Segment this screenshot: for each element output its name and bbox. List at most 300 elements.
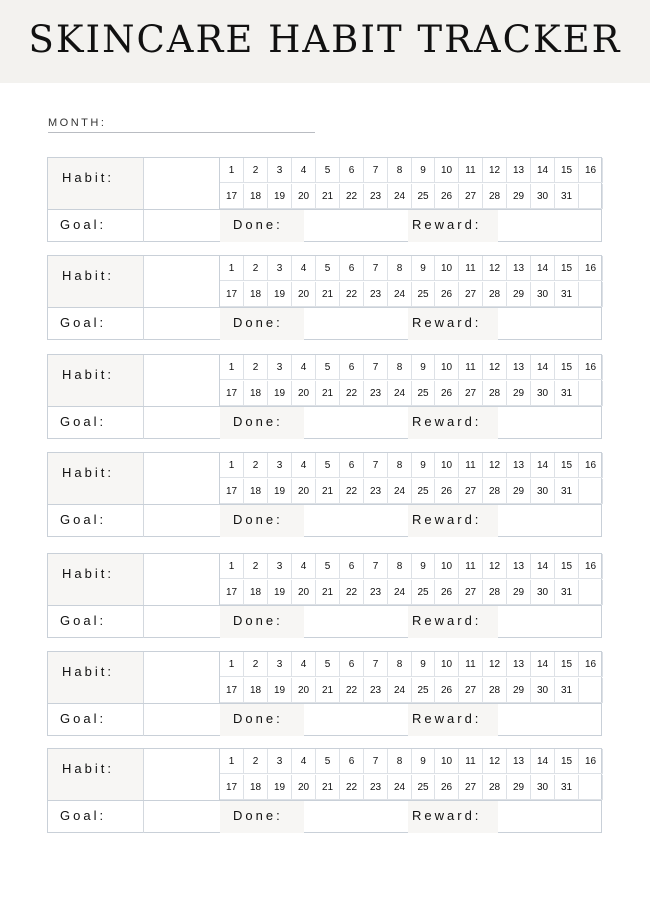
day-checkbox[interactable]: 10 <box>435 355 459 380</box>
day-checkbox[interactable]: 17 <box>220 775 244 800</box>
day-checkbox[interactable]: 6 <box>340 453 364 478</box>
day-checkbox[interactable]: 15 <box>555 453 579 478</box>
day-checkbox[interactable]: 23 <box>364 775 388 800</box>
reward-label: Reward: <box>412 217 482 232</box>
habit-name-input[interactable] <box>144 256 220 307</box>
day-checkbox[interactable]: 1 <box>220 453 244 478</box>
day-checkbox[interactable]: 8 <box>388 158 412 183</box>
day-checkbox[interactable]: 11 <box>459 652 483 677</box>
day-checkbox[interactable]: 21 <box>316 282 340 307</box>
done-label: Done: <box>233 808 283 823</box>
day-checkbox[interactable]: 5 <box>316 749 340 774</box>
habit-block <box>47 157 602 242</box>
day-checkbox[interactable]: 11 <box>459 256 483 281</box>
day-checkbox[interactable]: 5 <box>316 256 340 281</box>
day-checkbox[interactable]: 13 <box>507 749 531 774</box>
day-checkbox[interactable]: 2 <box>244 749 268 774</box>
day-checkbox[interactable]: 9 <box>412 158 435 183</box>
day-checkbox[interactable]: 17 <box>220 580 244 605</box>
day-checkbox[interactable]: 27 <box>459 775 483 800</box>
day-checkbox[interactable]: 13 <box>507 158 531 183</box>
day-checkbox[interactable]: 29 <box>507 775 531 800</box>
day-checkbox[interactable]: 23 <box>364 678 388 703</box>
day-checkbox[interactable]: 23 <box>364 479 388 504</box>
day-checkbox[interactable]: 18 <box>244 678 268 703</box>
day-checkbox[interactable]: 3 <box>268 355 292 380</box>
page-title: SKINCARE HABIT TRACKER <box>28 18 622 61</box>
day-checkbox[interactable]: 25 <box>412 184 435 209</box>
day-checkbox[interactable]: 2 <box>244 256 268 281</box>
day-checkbox[interactable]: 29 <box>507 184 531 209</box>
reward-cell <box>408 704 498 736</box>
day-checkbox[interactable]: 11 <box>459 749 483 774</box>
day-checkbox[interactable]: 2 <box>244 652 268 677</box>
day-grid <box>220 749 603 800</box>
day-checkbox[interactable]: 30 <box>531 381 555 406</box>
day-checkbox[interactable]: 6 <box>340 554 364 579</box>
day-checkbox[interactable]: 19 <box>268 479 292 504</box>
day-checkbox[interactable]: 21 <box>316 381 340 406</box>
day-checkbox[interactable]: 29 <box>507 381 531 406</box>
day-checkbox[interactable]: 21 <box>316 775 340 800</box>
day-checkbox[interactable]: 4 <box>292 355 316 380</box>
day-checkbox[interactable]: 18 <box>244 381 268 406</box>
day-checkbox[interactable]: 12 <box>483 749 507 774</box>
habit-name-input[interactable] <box>144 158 220 209</box>
day-checkbox[interactable]: 26 <box>435 381 459 406</box>
day-checkbox[interactable]: 9 <box>412 355 435 380</box>
day-checkbox[interactable]: 24 <box>388 775 412 800</box>
day-checkbox[interactable]: 17 <box>220 381 244 406</box>
day-checkbox[interactable]: 28 <box>483 479 507 504</box>
day-checkbox[interactable]: 16 <box>579 256 603 281</box>
day-checkbox[interactable] <box>579 775 603 800</box>
habit-name-input[interactable] <box>144 749 220 800</box>
habit-name-input[interactable] <box>144 652 220 703</box>
habit-name-input[interactable] <box>144 453 220 504</box>
day-checkbox[interactable]: 7 <box>364 749 388 774</box>
day-checkbox[interactable]: 14 <box>531 652 555 677</box>
day-checkbox[interactable]: 25 <box>412 381 435 406</box>
day-checkbox[interactable]: 21 <box>316 580 340 605</box>
day-checkbox[interactable] <box>579 184 603 209</box>
day-checkbox[interactable]: 29 <box>507 678 531 703</box>
day-checkbox[interactable]: 7 <box>364 256 388 281</box>
day-checkbox[interactable]: 5 <box>316 453 340 478</box>
day-checkbox[interactable]: 26 <box>435 775 459 800</box>
day-checkbox[interactable]: 9 <box>412 554 435 579</box>
day-checkbox[interactable]: 8 <box>388 453 412 478</box>
day-checkbox[interactable]: 30 <box>531 479 555 504</box>
done-label: Done: <box>233 512 283 527</box>
day-checkbox[interactable]: 15 <box>555 554 579 579</box>
day-checkbox[interactable]: 16 <box>579 749 603 774</box>
goal-row <box>48 605 601 638</box>
day-checkbox[interactable]: 27 <box>459 678 483 703</box>
day-checkbox[interactable]: 7 <box>364 453 388 478</box>
day-checkbox[interactable]: 18 <box>244 580 268 605</box>
day-checkbox[interactable]: 26 <box>435 678 459 703</box>
day-checkbox[interactable]: 5 <box>316 652 340 677</box>
day-checkbox[interactable]: 11 <box>459 355 483 380</box>
day-checkbox[interactable]: 1 <box>220 652 244 677</box>
day-checkbox[interactable]: 28 <box>483 678 507 703</box>
day-checkbox[interactable]: 12 <box>483 554 507 579</box>
habit-label: Habit: <box>62 566 114 581</box>
day-grid <box>220 355 603 406</box>
month-field[interactable] <box>48 117 316 135</box>
day-checkbox[interactable]: 12 <box>483 652 507 677</box>
day-checkbox[interactable]: 30 <box>531 775 555 800</box>
day-checkbox[interactable] <box>579 282 603 307</box>
day-checkbox[interactable]: 10 <box>435 554 459 579</box>
day-checkbox[interactable]: 28 <box>483 381 507 406</box>
day-checkbox[interactable]: 7 <box>364 355 388 380</box>
day-checkbox[interactable]: 24 <box>388 381 412 406</box>
goal-cell[interactable] <box>48 606 144 638</box>
day-checkbox[interactable]: 22 <box>340 678 364 703</box>
day-checkbox[interactable]: 17 <box>220 479 244 504</box>
day-checkbox[interactable]: 22 <box>340 184 364 209</box>
month-label: MONTH: <box>48 117 107 129</box>
day-grid <box>220 256 603 307</box>
day-checkbox[interactable]: 27 <box>459 580 483 605</box>
day-checkbox[interactable]: 2 <box>244 355 268 380</box>
day-checkbox[interactable]: 13 <box>507 453 531 478</box>
day-checkbox[interactable]: 18 <box>244 479 268 504</box>
day-checkbox[interactable]: 20 <box>292 775 316 800</box>
day-checkbox[interactable]: 24 <box>388 479 412 504</box>
day-grid <box>220 652 603 703</box>
day-checkbox[interactable]: 24 <box>388 184 412 209</box>
day-checkbox[interactable]: 16 <box>579 355 603 380</box>
day-checkbox[interactable]: 23 <box>364 184 388 209</box>
day-checkbox[interactable]: 20 <box>292 479 316 504</box>
day-checkbox[interactable]: 10 <box>435 453 459 478</box>
day-checkbox[interactable]: 6 <box>340 158 364 183</box>
day-checkbox[interactable]: 3 <box>268 554 292 579</box>
day-grid <box>220 158 603 209</box>
day-checkbox[interactable]: 19 <box>268 678 292 703</box>
day-checkbox[interactable]: 18 <box>244 282 268 307</box>
goal-row <box>48 406 601 439</box>
day-checkbox[interactable]: 15 <box>555 652 579 677</box>
day-checkbox[interactable]: 6 <box>340 256 364 281</box>
day-checkbox[interactable]: 3 <box>268 652 292 677</box>
day-checkbox[interactable]: 15 <box>555 256 579 281</box>
day-checkbox[interactable]: 4 <box>292 652 316 677</box>
day-checkbox[interactable]: 4 <box>292 453 316 478</box>
day-checkbox[interactable]: 31 <box>555 479 579 504</box>
day-checkbox[interactable]: 30 <box>531 282 555 307</box>
day-checkbox[interactable]: 2 <box>244 453 268 478</box>
done-label: Done: <box>233 217 283 232</box>
goal-cell[interactable] <box>48 210 144 242</box>
day-checkbox[interactable]: 6 <box>340 749 364 774</box>
reward-label: Reward: <box>412 512 482 527</box>
day-checkbox[interactable]: 14 <box>531 749 555 774</box>
done-cell <box>220 210 304 242</box>
day-grid <box>220 554 603 605</box>
day-checkbox[interactable]: 13 <box>507 652 531 677</box>
day-checkbox[interactable]: 3 <box>268 453 292 478</box>
reward-label: Reward: <box>412 315 482 330</box>
habit-label-cell <box>48 256 144 307</box>
day-checkbox[interactable]: 30 <box>531 184 555 209</box>
habit-label-cell <box>48 158 144 209</box>
day-checkbox[interactable]: 28 <box>483 775 507 800</box>
day-checkbox[interactable]: 22 <box>340 381 364 406</box>
day-checkbox[interactable]: 11 <box>459 453 483 478</box>
day-checkbox[interactable]: 16 <box>579 453 603 478</box>
reward-cell <box>408 407 498 439</box>
day-checkbox[interactable]: 21 <box>316 678 340 703</box>
day-checkbox[interactable]: 13 <box>507 355 531 380</box>
day-checkbox[interactable]: 3 <box>268 749 292 774</box>
day-checkbox[interactable]: 6 <box>340 652 364 677</box>
day-checkbox[interactable]: 27 <box>459 184 483 209</box>
habit-block <box>47 255 602 340</box>
reward-label: Reward: <box>412 414 482 429</box>
day-checkbox[interactable]: 21 <box>316 479 340 504</box>
goal-cell[interactable] <box>48 704 144 736</box>
reward-cell <box>408 308 498 340</box>
day-checkbox[interactable]: 13 <box>507 554 531 579</box>
goal-label: Goal: <box>60 512 107 527</box>
day-checkbox[interactable]: 28 <box>483 184 507 209</box>
day-checkbox[interactable]: 12 <box>483 453 507 478</box>
habit-name-input[interactable] <box>144 554 220 605</box>
day-checkbox[interactable]: 17 <box>220 282 244 307</box>
day-checkbox[interactable]: 15 <box>555 355 579 380</box>
day-checkbox[interactable]: 24 <box>388 282 412 307</box>
day-checkbox[interactable]: 4 <box>292 256 316 281</box>
day-checkbox[interactable]: 20 <box>292 282 316 307</box>
day-checkbox[interactable]: 26 <box>435 184 459 209</box>
day-checkbox[interactable]: 10 <box>435 256 459 281</box>
goal-row <box>48 703 601 736</box>
day-checkbox[interactable]: 17 <box>220 678 244 703</box>
goal-row <box>48 209 601 242</box>
habit-name-input[interactable] <box>144 355 220 406</box>
day-checkbox[interactable]: 23 <box>364 381 388 406</box>
habit-label: Habit: <box>62 761 114 776</box>
goal-row <box>48 800 601 833</box>
day-checkbox[interactable]: 25 <box>412 479 435 504</box>
habit-label: Habit: <box>62 664 114 679</box>
done-label: Done: <box>233 711 283 726</box>
day-checkbox[interactable]: 31 <box>555 381 579 406</box>
day-checkbox[interactable]: 8 <box>388 749 412 774</box>
day-checkbox[interactable]: 17 <box>220 184 244 209</box>
done-cell <box>220 606 304 638</box>
day-checkbox[interactable]: 22 <box>340 775 364 800</box>
day-checkbox[interactable]: 14 <box>531 554 555 579</box>
day-checkbox[interactable]: 31 <box>555 282 579 307</box>
goal-row <box>48 504 601 537</box>
day-checkbox[interactable]: 7 <box>364 554 388 579</box>
habit-label-cell <box>48 355 144 406</box>
day-checkbox[interactable]: 26 <box>435 479 459 504</box>
day-checkbox[interactable]: 20 <box>292 678 316 703</box>
day-checkbox[interactable]: 20 <box>292 184 316 209</box>
day-checkbox[interactable]: 14 <box>531 256 555 281</box>
day-checkbox[interactable]: 27 <box>459 479 483 504</box>
done-cell <box>220 407 304 439</box>
day-checkbox[interactable]: 4 <box>292 554 316 579</box>
day-checkbox[interactable]: 4 <box>292 158 316 183</box>
day-checkbox[interactable]: 30 <box>531 580 555 605</box>
day-checkbox[interactable]: 8 <box>388 554 412 579</box>
day-checkbox[interactable]: 9 <box>412 453 435 478</box>
day-checkbox[interactable]: 28 <box>483 580 507 605</box>
day-grid <box>220 453 603 504</box>
goal-label: Goal: <box>60 711 107 726</box>
done-label: Done: <box>233 414 283 429</box>
day-checkbox[interactable]: 25 <box>412 282 435 307</box>
day-checkbox[interactable]: 8 <box>388 652 412 677</box>
habit-label: Habit: <box>62 465 114 480</box>
day-checkbox[interactable]: 8 <box>388 355 412 380</box>
goal-cell[interactable] <box>48 308 144 340</box>
goal-label: Goal: <box>60 414 107 429</box>
day-checkbox[interactable]: 3 <box>268 256 292 281</box>
day-checkbox[interactable]: 21 <box>316 184 340 209</box>
day-checkbox[interactable]: 23 <box>364 580 388 605</box>
day-checkbox[interactable]: 18 <box>244 184 268 209</box>
day-checkbox[interactable]: 19 <box>268 282 292 307</box>
day-checkbox[interactable]: 25 <box>412 580 435 605</box>
day-checkbox[interactable]: 23 <box>364 282 388 307</box>
goal-label: Goal: <box>60 808 107 823</box>
day-checkbox[interactable]: 25 <box>412 678 435 703</box>
habit-label-cell <box>48 749 144 800</box>
day-checkbox[interactable]: 14 <box>531 158 555 183</box>
day-checkbox[interactable]: 1 <box>220 749 244 774</box>
reward-label: Reward: <box>412 613 482 628</box>
habit-label: Habit: <box>62 367 114 382</box>
day-checkbox[interactable]: 5 <box>316 355 340 380</box>
habit-label-cell <box>48 453 144 504</box>
day-checkbox[interactable]: 25 <box>412 775 435 800</box>
day-checkbox[interactable]: 14 <box>531 355 555 380</box>
day-checkbox[interactable]: 9 <box>412 749 435 774</box>
day-checkbox[interactable]: 26 <box>435 580 459 605</box>
day-checkbox[interactable]: 18 <box>244 775 268 800</box>
day-checkbox[interactable]: 7 <box>364 652 388 677</box>
day-checkbox[interactable]: 27 <box>459 381 483 406</box>
day-checkbox[interactable]: 12 <box>483 355 507 380</box>
day-checkbox[interactable]: 12 <box>483 158 507 183</box>
day-checkbox[interactable]: 30 <box>531 678 555 703</box>
day-checkbox[interactable]: 22 <box>340 282 364 307</box>
day-checkbox[interactable] <box>579 580 603 605</box>
day-checkbox[interactable]: 19 <box>268 381 292 406</box>
day-checkbox[interactable]: 27 <box>459 282 483 307</box>
day-checkbox[interactable]: 16 <box>579 554 603 579</box>
day-checkbox[interactable]: 20 <box>292 580 316 605</box>
goal-cell[interactable] <box>48 407 144 439</box>
day-checkbox[interactable]: 1 <box>220 158 244 183</box>
goal-cell[interactable] <box>48 505 144 537</box>
day-checkbox[interactable]: 14 <box>531 453 555 478</box>
day-checkbox[interactable]: 2 <box>244 158 268 183</box>
day-checkbox[interactable]: 10 <box>435 158 459 183</box>
day-checkbox[interactable]: 2 <box>244 554 268 579</box>
day-checkbox[interactable]: 31 <box>555 678 579 703</box>
day-checkbox[interactable]: 22 <box>340 479 364 504</box>
day-checkbox[interactable]: 5 <box>316 158 340 183</box>
habit-label: Habit: <box>62 268 114 283</box>
day-checkbox[interactable]: 15 <box>555 749 579 774</box>
day-checkbox[interactable]: 12 <box>483 256 507 281</box>
day-checkbox[interactable]: 10 <box>435 749 459 774</box>
day-checkbox[interactable]: 15 <box>555 158 579 183</box>
day-checkbox[interactable]: 29 <box>507 580 531 605</box>
day-checkbox[interactable]: 29 <box>507 282 531 307</box>
goal-label: Goal: <box>60 613 107 628</box>
done-cell <box>220 505 304 537</box>
day-checkbox[interactable] <box>579 381 603 406</box>
day-checkbox[interactable]: 19 <box>268 184 292 209</box>
day-checkbox[interactable]: 24 <box>388 580 412 605</box>
day-checkbox[interactable]: 24 <box>388 678 412 703</box>
day-checkbox[interactable]: 3 <box>268 158 292 183</box>
day-checkbox[interactable]: 19 <box>268 775 292 800</box>
habit-block <box>47 553 602 638</box>
day-checkbox[interactable]: 9 <box>412 256 435 281</box>
habit-label-cell <box>48 554 144 605</box>
day-checkbox[interactable]: 11 <box>459 158 483 183</box>
day-checkbox[interactable]: 29 <box>507 479 531 504</box>
day-checkbox[interactable]: 19 <box>268 580 292 605</box>
day-checkbox[interactable]: 5 <box>316 554 340 579</box>
goal-label: Goal: <box>60 217 107 232</box>
goal-cell[interactable] <box>48 801 144 833</box>
reward-cell <box>408 210 498 242</box>
reward-label: Reward: <box>412 808 482 823</box>
day-checkbox[interactable]: 4 <box>292 749 316 774</box>
habit-block <box>47 354 602 439</box>
habit-block <box>47 452 602 537</box>
day-checkbox[interactable]: 31 <box>555 184 579 209</box>
day-checkbox[interactable]: 20 <box>292 381 316 406</box>
day-checkbox[interactable]: 16 <box>579 158 603 183</box>
day-checkbox[interactable]: 11 <box>459 554 483 579</box>
day-checkbox[interactable]: 28 <box>483 282 507 307</box>
day-checkbox[interactable]: 1 <box>220 355 244 380</box>
done-cell <box>220 704 304 736</box>
day-checkbox[interactable]: 10 <box>435 652 459 677</box>
day-checkbox[interactable]: 1 <box>220 256 244 281</box>
day-checkbox[interactable] <box>579 479 603 504</box>
day-checkbox[interactable] <box>579 678 603 703</box>
day-checkbox[interactable]: 13 <box>507 256 531 281</box>
day-checkbox[interactable]: 22 <box>340 580 364 605</box>
day-checkbox[interactable]: 9 <box>412 652 435 677</box>
day-checkbox[interactable]: 31 <box>555 580 579 605</box>
day-checkbox[interactable]: 26 <box>435 282 459 307</box>
reward-label: Reward: <box>412 711 482 726</box>
habit-label-cell <box>48 652 144 703</box>
month-underline <box>48 132 315 133</box>
day-checkbox[interactable]: 8 <box>388 256 412 281</box>
day-checkbox[interactable]: 1 <box>220 554 244 579</box>
day-checkbox[interactable]: 7 <box>364 158 388 183</box>
day-checkbox[interactable]: 31 <box>555 775 579 800</box>
day-checkbox[interactable]: 16 <box>579 652 603 677</box>
day-checkbox[interactable]: 6 <box>340 355 364 380</box>
